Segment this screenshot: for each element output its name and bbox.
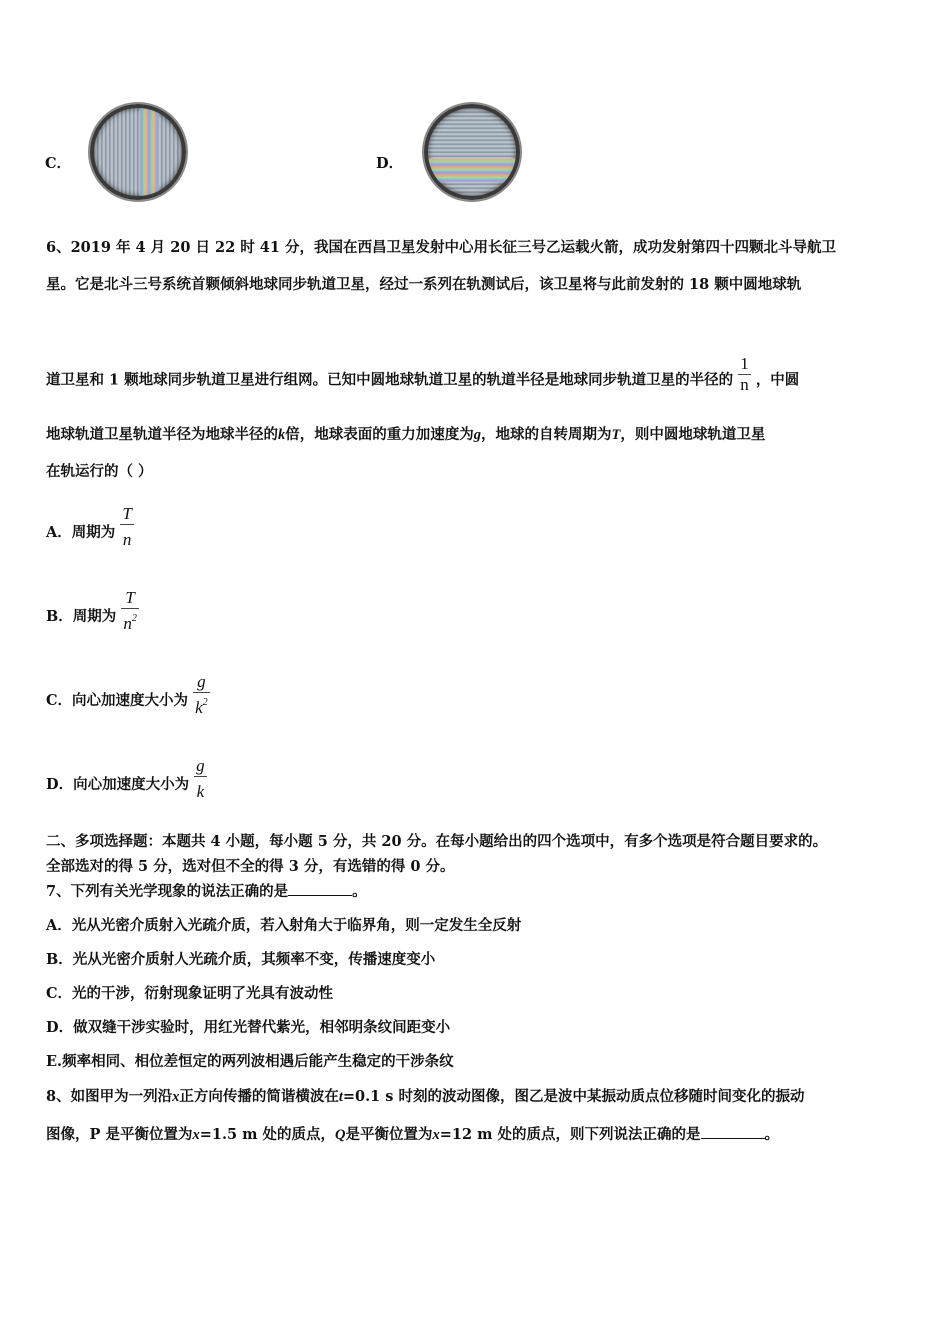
- q8-line2-part-a: 图像，P 是平衡位置为: [46, 1126, 193, 1143]
- ratio-numerator: 1: [740, 354, 749, 373]
- ratio-fraction: [738, 354, 751, 395]
- var-Q: Q: [335, 1127, 346, 1143]
- ratio-denominator: n: [740, 375, 749, 394]
- q6-line4-part-d: ，则中圆地球轨道卫星: [620, 426, 766, 443]
- q6-option-c[interactable]: [46, 672, 210, 724]
- q8-line2-part-b: =1.5 m 处的质点，: [199, 1126, 336, 1143]
- q6-stem-line-2: 星。它是北斗三号系统首颗倾斜地球同步轨道卫星，经过一系列在轨测试后，该卫星将与此前发射的 18 颗中圆地球轨: [46, 276, 802, 293]
- var-x: x: [192, 1127, 200, 1143]
- q7-stem-end: 。: [352, 883, 367, 900]
- var-T: T: [611, 427, 621, 443]
- var-g: g: [473, 427, 481, 443]
- fraction-denominator: $k^2$: [195, 697, 208, 717]
- option-text: 周期为: [72, 608, 117, 625]
- fraction-numerator: g: [197, 672, 206, 691]
- q6-line4-part-a: 地球轨道卫星轨道半径为地球半径的: [46, 426, 278, 443]
- fraction-numerator: T: [122, 504, 132, 523]
- q6-stem-line-3: [46, 354, 800, 401]
- option-text: 周期为: [71, 524, 116, 541]
- q8-stem-end: 。: [764, 1126, 780, 1143]
- section-2-heading-line-1: 二、多项选择题：本题共 4 小题，每小题 5 分，共 20 分。在每小题给出的四个选项中，有多个选项是符合题目要求的。: [46, 833, 828, 850]
- q6-option-d[interactable]: [46, 756, 207, 808]
- answer-blank[interactable]: [288, 881, 352, 896]
- option-label: C．: [46, 692, 73, 709]
- q7-stem-text: 7、下列有关光学现象的说法正确的是: [46, 883, 289, 900]
- option-label: A．: [46, 524, 72, 541]
- option-d-fraction: [194, 756, 207, 802]
- fraction-denominator: n: [122, 530, 132, 549]
- q6-line3-text: 道卫星和 1 颗地球同步轨道卫星进行组网。已知中圆地球轨道卫星的轨道半径是地球同步轨道卫星的半径的: [46, 371, 734, 389]
- q8-line1-part-c: =0.1 s 时刻的波动图像，图乙是波中某振动质点位移随时间变化的振动: [342, 1088, 805, 1105]
- q7-option-a[interactable]: A．光从光密介质射入光疏介质，若入射角大于临界角，则一定发生全反射: [46, 917, 522, 934]
- q6-line4-part-c: ，地球的自转周期为: [481, 426, 612, 443]
- q6-option-b[interactable]: [46, 588, 139, 640]
- q5-option-c-label: C．: [45, 155, 72, 172]
- q5-option-d-interference-image: [424, 104, 520, 200]
- q5-option-c-interference-image: [90, 104, 186, 200]
- q8-line2-part-c: 是平衡位置为: [345, 1126, 433, 1143]
- q6-line4-part-b: 倍，地球表面的重力加速度为: [285, 426, 474, 443]
- q8-line2-part-d: =12 m 处的质点，则下列说法正确的是: [439, 1126, 701, 1143]
- q6-stem-line-1: 6、2019 年 4 月 20 日 22 时 41 分，我国在西昌卫星发射中心用长征三号乙运载火箭，成功发射第四十四颗北斗导航卫: [46, 239, 836, 256]
- fraction-denominator: $n^2$: [123, 613, 137, 633]
- q8-line1-part-a: 8、如图甲为一列沿: [46, 1088, 173, 1105]
- section-2-heading-line-2: 全部选对的得 5 分，选对但不全的得 3 分，有选错的得 0 分。: [46, 858, 455, 875]
- q8-stem-line-2: [46, 1123, 779, 1144]
- option-c-fraction: [193, 672, 210, 718]
- option-text: 向心加速度大小为: [73, 776, 190, 793]
- q7-option-c[interactable]: C．光的干涉，衍射现象证明了光具有波动性: [46, 985, 334, 1002]
- q7-option-d[interactable]: D．做双缝干涉实验时，用红光替代紫光，相邻明条纹间距变小: [46, 1019, 451, 1036]
- q8-line1-part-b: 正方向传播的简谐横波在: [179, 1088, 339, 1105]
- q7-option-e[interactable]: E.频率相同、相位差恒定的两列波相遇后能产生稳定的干涉条纹: [46, 1053, 454, 1070]
- fraction-denominator: k: [196, 782, 205, 801]
- q6-line3-end: ，中圆: [755, 371, 800, 389]
- q7-option-b[interactable]: B．光从光密介质射人光疏介质，其频率不变，传播速度变小: [46, 951, 436, 968]
- var-x: x: [172, 1089, 180, 1105]
- var-k: k: [278, 427, 286, 443]
- q7-stem: [46, 880, 367, 901]
- var-x: x: [432, 1127, 440, 1143]
- var-t: t: [338, 1089, 343, 1105]
- option-label: B．: [46, 608, 73, 625]
- q5-option-d-label: D．: [376, 155, 404, 172]
- option-label: D．: [46, 776, 74, 793]
- q6-option-a[interactable]: [46, 504, 134, 556]
- answer-blank[interactable]: [701, 1124, 765, 1139]
- q6-stem-line-4: [46, 423, 765, 444]
- fraction-numerator: g: [196, 756, 205, 775]
- fraction-numerator: T: [125, 588, 135, 607]
- option-text: 向心加速度大小为: [72, 692, 189, 709]
- option-a-fraction: [120, 504, 133, 550]
- option-b-fraction: [121, 588, 139, 634]
- q6-stem-line-5: 在轨运行的（ ）: [46, 463, 153, 480]
- q8-stem-line-1: [46, 1085, 805, 1106]
